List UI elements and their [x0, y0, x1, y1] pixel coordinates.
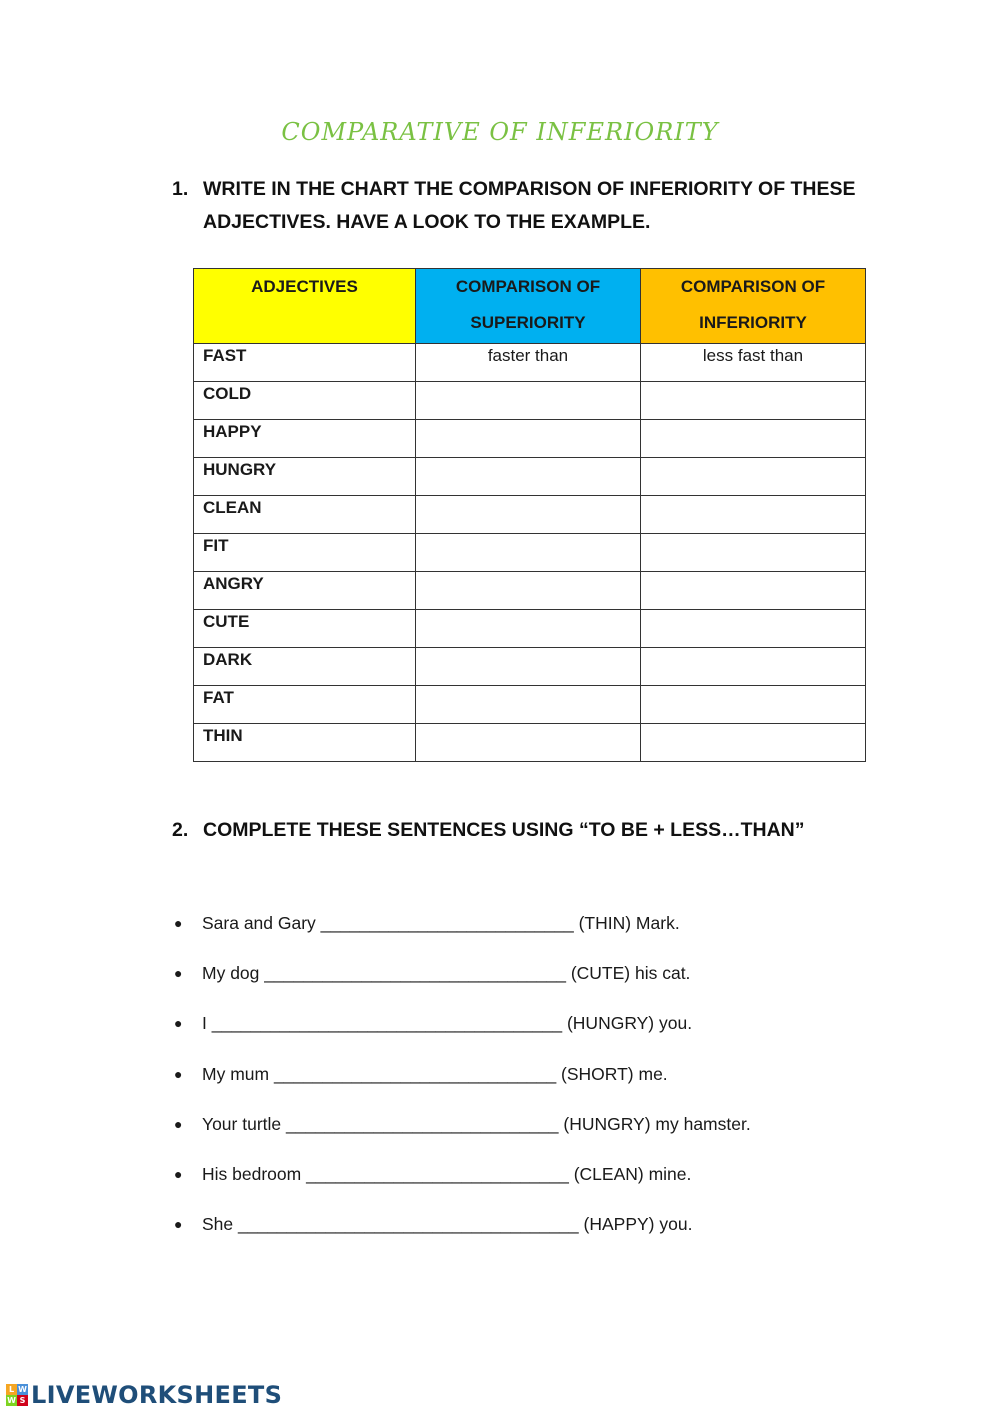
superiority-cell[interactable] — [415, 534, 640, 572]
section-2-number: 2. — [172, 819, 189, 841]
inferiority-cell[interactable] — [640, 610, 865, 648]
worksheet-title: COMPARATIVE OF INFERIORITY — [281, 118, 719, 146]
inferiority-cell[interactable] — [640, 724, 865, 762]
logo-letter: W — [7, 1396, 16, 1405]
inferiority-cell[interactable] — [640, 686, 865, 724]
superiority-cell[interactable]: faster than — [415, 344, 640, 382]
bullet-icon: ● — [174, 1015, 183, 1032]
bullet-icon: ● — [174, 1216, 183, 1233]
chart-header-row — [194, 269, 866, 344]
logo-mark-icon — [6, 1384, 28, 1406]
adjective-cell: ANGRY — [194, 572, 416, 610]
sentence-item[interactable] — [172, 955, 872, 1005]
bullet-icon: ● — [174, 1115, 183, 1132]
chart-row — [194, 420, 866, 458]
chart-row — [194, 382, 866, 420]
superiority-cell[interactable] — [415, 648, 640, 686]
bullet-icon: ● — [174, 1165, 183, 1182]
sentence-item[interactable] — [172, 1106, 872, 1156]
sentence-text: I ____________________________________ (HUNGRY) you. — [202, 1013, 693, 1034]
chart-row — [194, 686, 866, 724]
adjective-cell: FAT — [194, 686, 416, 724]
inferiority-cell[interactable]: less fast than — [640, 344, 865, 382]
sentence-text: My dog _______________________________ (CUTE) his cat. — [202, 963, 691, 984]
sentence-text: My mum _____________________________ (SHORT) me. — [202, 1063, 668, 1084]
inferiority-cell[interactable] — [640, 648, 865, 686]
adjective-cell: HAPPY — [194, 420, 416, 458]
section-1-number: 1. — [172, 178, 189, 200]
logo-letter: W — [18, 1385, 27, 1394]
superiority-cell[interactable] — [415, 724, 640, 762]
inferiority-cell[interactable] — [640, 420, 865, 458]
sentence-text: Your turtle ____________________________ (HUNGRY) my hamster. — [202, 1113, 751, 1134]
logo-letter: S — [17, 1395, 28, 1406]
adjective-cell: FIT — [194, 534, 416, 572]
inferiority-cell[interactable] — [640, 572, 865, 610]
sentence-item[interactable] — [172, 905, 872, 955]
sentence-text: She ___________________________________ (HAPPY) you. — [202, 1214, 693, 1235]
inferiority-cell[interactable] — [640, 458, 865, 496]
liveworksheets-logo — [6, 1380, 282, 1410]
comparison-chart — [193, 268, 866, 762]
superiority-cell[interactable] — [415, 686, 640, 724]
adjective-cell: FAST — [194, 344, 416, 382]
sentence-list — [172, 905, 872, 1256]
header-adjectives: ADJECTIVES — [194, 269, 416, 344]
sentence-item[interactable] — [172, 1005, 872, 1055]
sentence-item[interactable] — [172, 1206, 872, 1256]
superiority-cell[interactable] — [415, 382, 640, 420]
bullet-icon: ● — [174, 915, 183, 931]
logo-text: LIVEWORKSHEETS — [31, 1381, 283, 1409]
adjective-cell: CLEAN — [194, 496, 416, 534]
section-1-heading — [172, 173, 872, 239]
chart-row — [194, 610, 866, 648]
header-inferiority: COMPARISON OF INFERIORITY — [640, 269, 865, 344]
bullet-icon: ● — [174, 1065, 183, 1082]
chart-row — [194, 648, 866, 686]
sentence-item[interactable] — [172, 1056, 872, 1106]
chart-row — [194, 572, 866, 610]
inferiority-cell[interactable] — [640, 382, 865, 420]
adjective-cell: COLD — [194, 382, 416, 420]
chart-row — [194, 496, 866, 534]
superiority-cell[interactable] — [415, 420, 640, 458]
adjective-cell: THIN — [194, 724, 416, 762]
chart-row — [194, 534, 866, 572]
superiority-cell[interactable] — [415, 496, 640, 534]
inferiority-cell[interactable] — [640, 534, 865, 572]
section-2-instructions: COMPLETE THESE SENTENCES USING “TO BE + LESS…THAN” — [203, 819, 805, 841]
chart-row — [194, 458, 866, 496]
bullet-icon: ● — [174, 965, 183, 982]
sentence-item[interactable] — [172, 1156, 872, 1206]
inferiority-cell[interactable] — [640, 496, 865, 534]
sentence-text: His bedroom ___________________________ (CLEAN) mine. — [202, 1163, 692, 1184]
header-superiority: COMPARISON OF SUPERIORITY — [415, 269, 640, 344]
adjective-cell: HUNGRY — [194, 458, 416, 496]
superiority-cell[interactable] — [415, 610, 640, 648]
logo-letter: L — [6, 1384, 17, 1395]
chart-row — [194, 724, 866, 762]
superiority-cell[interactable] — [415, 572, 640, 610]
adjective-cell: DARK — [194, 648, 416, 686]
chart-row — [194, 344, 866, 382]
sentence-text: Sara and Gary __________________________ (THIN) Mark. — [202, 913, 680, 933]
section-2-heading — [172, 814, 872, 847]
adjective-cell: CUTE — [194, 610, 416, 648]
section-1-instructions: WRITE IN THE CHART THE COMPARISON OF INFERIORITY OF THESE ADJECTIVES. HAVE A LOOK TO THE EXAMPLE. — [203, 178, 856, 233]
superiority-cell[interactable] — [415, 458, 640, 496]
